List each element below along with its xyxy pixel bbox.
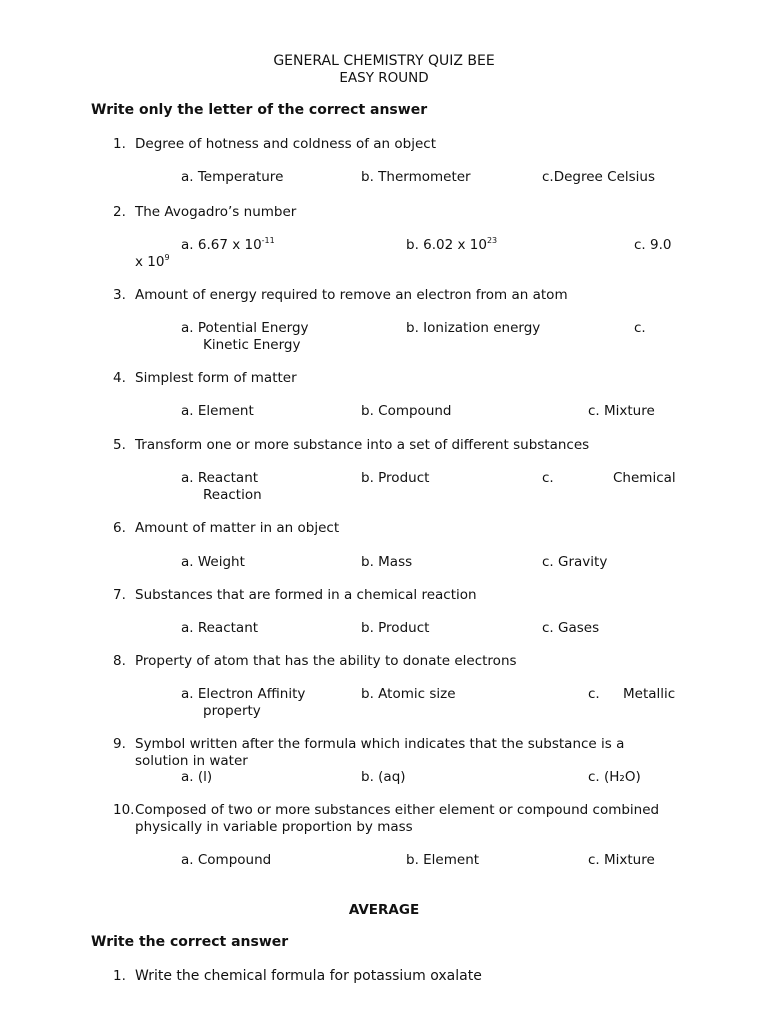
average-heading: AVERAGE <box>348 902 420 918</box>
choice-c: c. Mixture <box>588 852 655 868</box>
question-text-continued: physically in variable proportion by mass <box>135 819 413 835</box>
choice-c: c. <box>542 470 554 486</box>
question-text: Substances that are formed in a chemical reaction <box>135 587 477 603</box>
question-text: Property of atom that has the ability to donate electrons <box>135 653 517 669</box>
choice-b: b. (aq) <box>361 769 406 785</box>
question-text: Composed of two or more substances either element or compound combined <box>135 802 660 818</box>
question-text: Degree of hotness and coldness of an object <box>135 136 436 152</box>
choice-b: b. Product <box>361 470 430 486</box>
choice-c-continued: Kinetic Energy <box>203 337 301 353</box>
choice-b: b. Mass <box>361 554 413 570</box>
question-number: 2. <box>113 204 126 220</box>
choice-a-continued: Reaction <box>203 487 262 503</box>
easy-instruction: Write only the letter of the correct answer <box>91 102 428 118</box>
choice-b: b. Thermometer <box>361 169 471 185</box>
choice-c-word: Chemical <box>613 470 676 486</box>
choice-b: b. Ionization energy <box>406 320 541 336</box>
choice-a: a. Reactant <box>181 470 259 486</box>
choice-b: b. Product <box>361 620 430 636</box>
choice-c-word: Metallic <box>623 686 676 702</box>
choice-a: a. Element <box>181 403 254 419</box>
question-number: 1. <box>113 968 126 984</box>
exponent: 23 <box>486 236 498 245</box>
choice-a-continued: property <box>203 703 261 719</box>
choice-b: b. Atomic size <box>361 686 456 702</box>
choice-c: c. <box>634 320 646 336</box>
choice-c: c.Degree Celsius <box>542 169 655 185</box>
question-number: 10. <box>113 802 135 818</box>
question-number: 5. <box>113 437 126 453</box>
choice-a: a. 6.67 x $10^{-11}$ <box>181 236 275 253</box>
question-number: 8. <box>113 653 126 669</box>
choice-a: a. Weight <box>181 554 245 570</box>
choice-c: c. Gravity <box>542 554 608 570</box>
choice-a: a. Temperature <box>181 169 284 185</box>
choice-b: b. 6.02 x $10^{23}$ <box>406 236 498 253</box>
question-number: 7. <box>113 587 126 603</box>
question-text-continued: solution in water <box>135 753 248 769</box>
question-number: 1. <box>113 136 126 152</box>
choice-b: b. Element <box>406 852 480 868</box>
question-text: Simplest form of matter <box>135 370 297 386</box>
question-number: 4. <box>113 370 126 386</box>
choice-b: b. Compound <box>361 403 452 419</box>
choice-c: c. 9.0 <box>634 237 672 253</box>
question-text: Amount of energy required to remove an electron from an atom <box>135 287 568 303</box>
choice-a: a. Reactant <box>181 620 259 636</box>
average-instruction: Write the correct answer <box>91 934 289 950</box>
question-text: Transform one or more substance into a set of different substances <box>135 437 590 453</box>
choice-c: c. <box>588 686 600 702</box>
exponent: 9 <box>164 253 170 262</box>
choice-c: c. Mixture <box>588 403 655 419</box>
question-number: 3. <box>113 287 126 303</box>
choice-c-continued: x $10^9$ <box>135 253 170 270</box>
exponent: -11 <box>261 236 275 245</box>
choice-a: a. Electron Affinity <box>181 686 306 702</box>
choice-a: a. Potential Energy <box>181 320 309 336</box>
question-text: Write the chemical formula for potassium oxalate <box>135 968 482 984</box>
choice-a: a. Compound <box>181 852 272 868</box>
choice-a: a. (l) <box>181 769 213 785</box>
question-text: The Avogadro’s number <box>135 204 297 220</box>
page-subtitle: EASY ROUND <box>339 70 429 86</box>
question-number: 6. <box>113 520 126 536</box>
choice-c: c. Gases <box>542 620 600 636</box>
question-text: Amount of matter in an object <box>135 520 340 536</box>
choice-c: c. (H₂O) <box>588 769 641 785</box>
page-title: GENERAL CHEMISTRY QUIZ BEE <box>273 53 495 69</box>
question-number: 9. <box>113 736 126 752</box>
question-text: Symbol written after the formula which indicates that the substance is a <box>135 736 625 752</box>
